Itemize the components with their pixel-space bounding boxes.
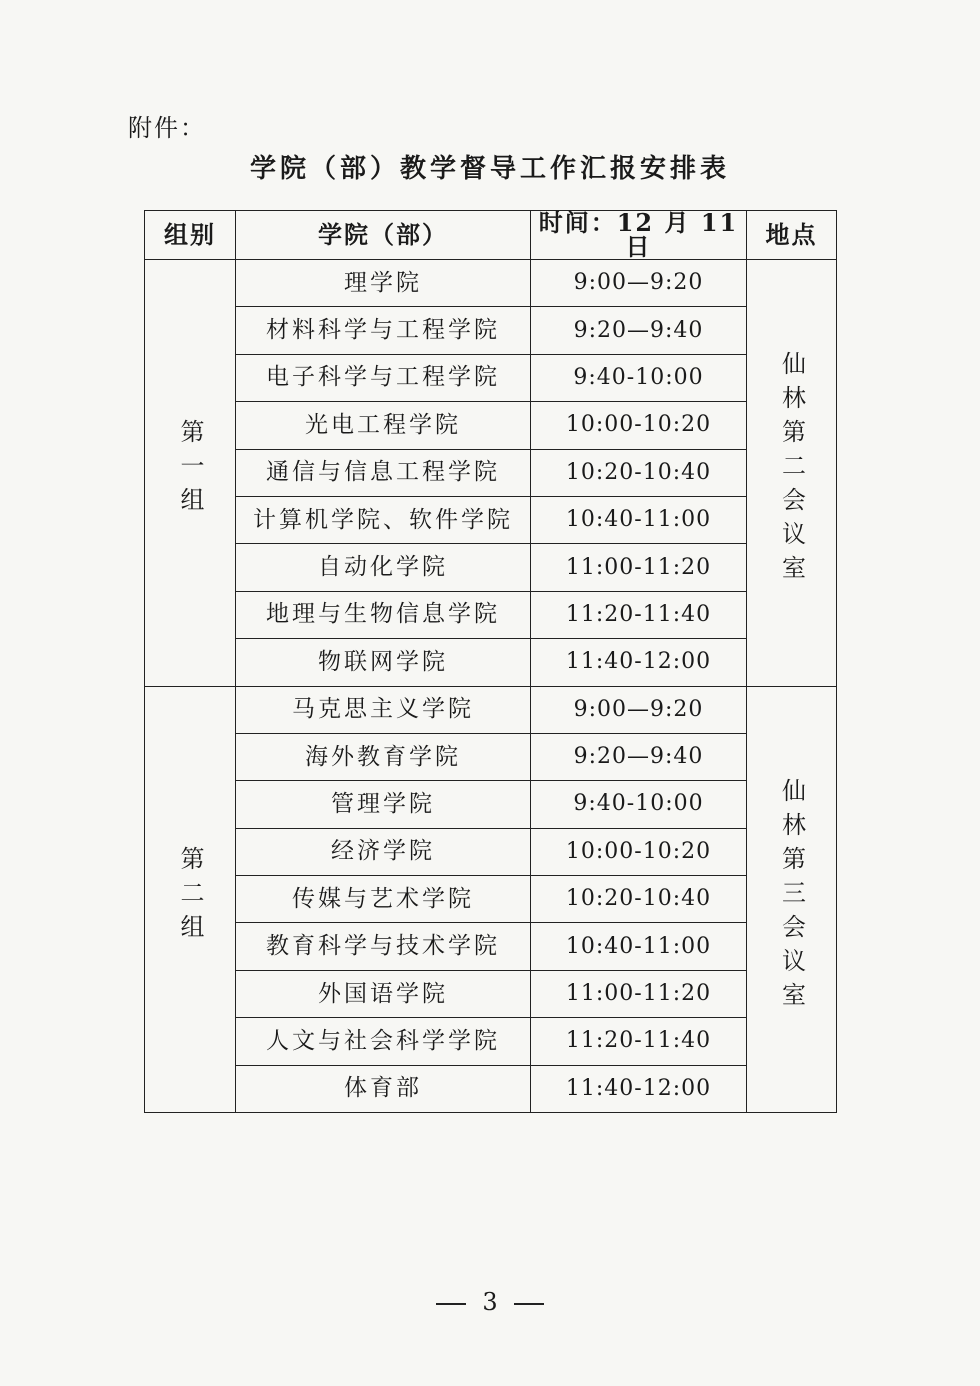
time-cell: 9:00—9:20 xyxy=(531,686,747,733)
time-cell: 10:40-11:00 xyxy=(531,923,747,970)
header-college: 学院（部） xyxy=(236,211,531,260)
time-cell: 9:20—9:40 xyxy=(531,733,747,780)
attachment-label: 附件： xyxy=(128,114,206,142)
table-row xyxy=(145,828,837,875)
college-cell: 人文与社会科学学院 xyxy=(236,1018,531,1065)
group-name: 第一组 xyxy=(176,419,204,522)
table-row xyxy=(145,591,837,638)
college-cell: 自动化学院 xyxy=(236,544,531,591)
college-cell: 地理与生物信息学院 xyxy=(236,591,531,638)
time-cell: 9:40-10:00 xyxy=(531,354,747,401)
header-time: 时间：12 月 11 日 xyxy=(531,211,747,260)
schedule-table xyxy=(144,210,837,1113)
header-group: 组别 xyxy=(145,211,236,260)
time-cell: 10:20-10:40 xyxy=(531,876,747,923)
time-cell: 10:40-11:00 xyxy=(531,496,747,543)
college-cell: 光电工程学院 xyxy=(236,402,531,449)
table-row xyxy=(145,733,837,780)
college-cell: 管理学院 xyxy=(236,781,531,828)
table-row xyxy=(145,307,837,354)
college-cell: 理学院 xyxy=(236,260,531,307)
table-row xyxy=(145,496,837,543)
college-cell: 海外教育学院 xyxy=(236,733,531,780)
college-cell: 经济学院 xyxy=(236,828,531,875)
time-cell: 9:40-10:00 xyxy=(531,781,747,828)
group-cell xyxy=(145,260,236,687)
time-cell: 9:00—9:20 xyxy=(531,260,747,307)
college-cell: 通信与信息工程学院 xyxy=(236,449,531,496)
table-row xyxy=(145,923,837,970)
table-header-row xyxy=(145,211,837,260)
page-title: 学院（部）教学督导工作汇报安排表 xyxy=(249,154,730,184)
time-cell: 11:20-11:40 xyxy=(531,1018,747,1065)
place-cell xyxy=(747,260,837,687)
dash-right xyxy=(514,1303,544,1305)
table-row xyxy=(145,639,837,686)
college-cell: 物联网学院 xyxy=(236,639,531,686)
college-cell: 教育科学与技术学院 xyxy=(236,923,531,970)
table-row xyxy=(145,544,837,591)
time-cell: 10:00-10:20 xyxy=(531,402,747,449)
time-cell: 10:00-10:20 xyxy=(531,828,747,875)
college-cell: 电子科学与工程学院 xyxy=(236,354,531,401)
college-cell: 传媒与艺术学院 xyxy=(236,876,531,923)
group-cell xyxy=(145,686,236,1113)
time-cell: 11:20-11:40 xyxy=(531,591,747,638)
table-row xyxy=(145,876,837,923)
time-cell: 10:20-10:40 xyxy=(531,449,747,496)
college-cell: 计算机学院、软件学院 xyxy=(236,496,531,543)
time-cell: 11:40-12:00 xyxy=(531,1065,747,1112)
table-row xyxy=(145,1018,837,1065)
table-row xyxy=(145,354,837,401)
time-cell: 9:20—9:40 xyxy=(531,307,747,354)
college-cell: 外国语学院 xyxy=(236,970,531,1017)
dash-left xyxy=(436,1303,466,1305)
college-cell: 马克思主义学院 xyxy=(236,686,531,733)
college-cell: 体育部 xyxy=(236,1065,531,1112)
page-number-value: 3 xyxy=(482,1288,498,1316)
table-row xyxy=(145,402,837,449)
header-place: 地点 xyxy=(747,211,837,260)
table-row xyxy=(145,260,837,307)
place-name: 仙林第二会议室 xyxy=(777,351,806,590)
place-name: 仙林第三会议室 xyxy=(777,777,806,1016)
college-cell: 材料科学与工程学院 xyxy=(236,307,531,354)
table-row xyxy=(145,970,837,1017)
table-row xyxy=(145,1065,837,1112)
table-row xyxy=(145,449,837,496)
place-cell xyxy=(747,686,837,1113)
group-name: 第二组 xyxy=(176,845,204,948)
page-number xyxy=(0,1288,980,1316)
time-cell: 11:00-11:20 xyxy=(531,970,747,1017)
time-cell: 11:40-12:00 xyxy=(531,639,747,686)
time-cell: 11:00-11:20 xyxy=(531,544,747,591)
table-row xyxy=(145,781,837,828)
table-row xyxy=(145,686,837,733)
